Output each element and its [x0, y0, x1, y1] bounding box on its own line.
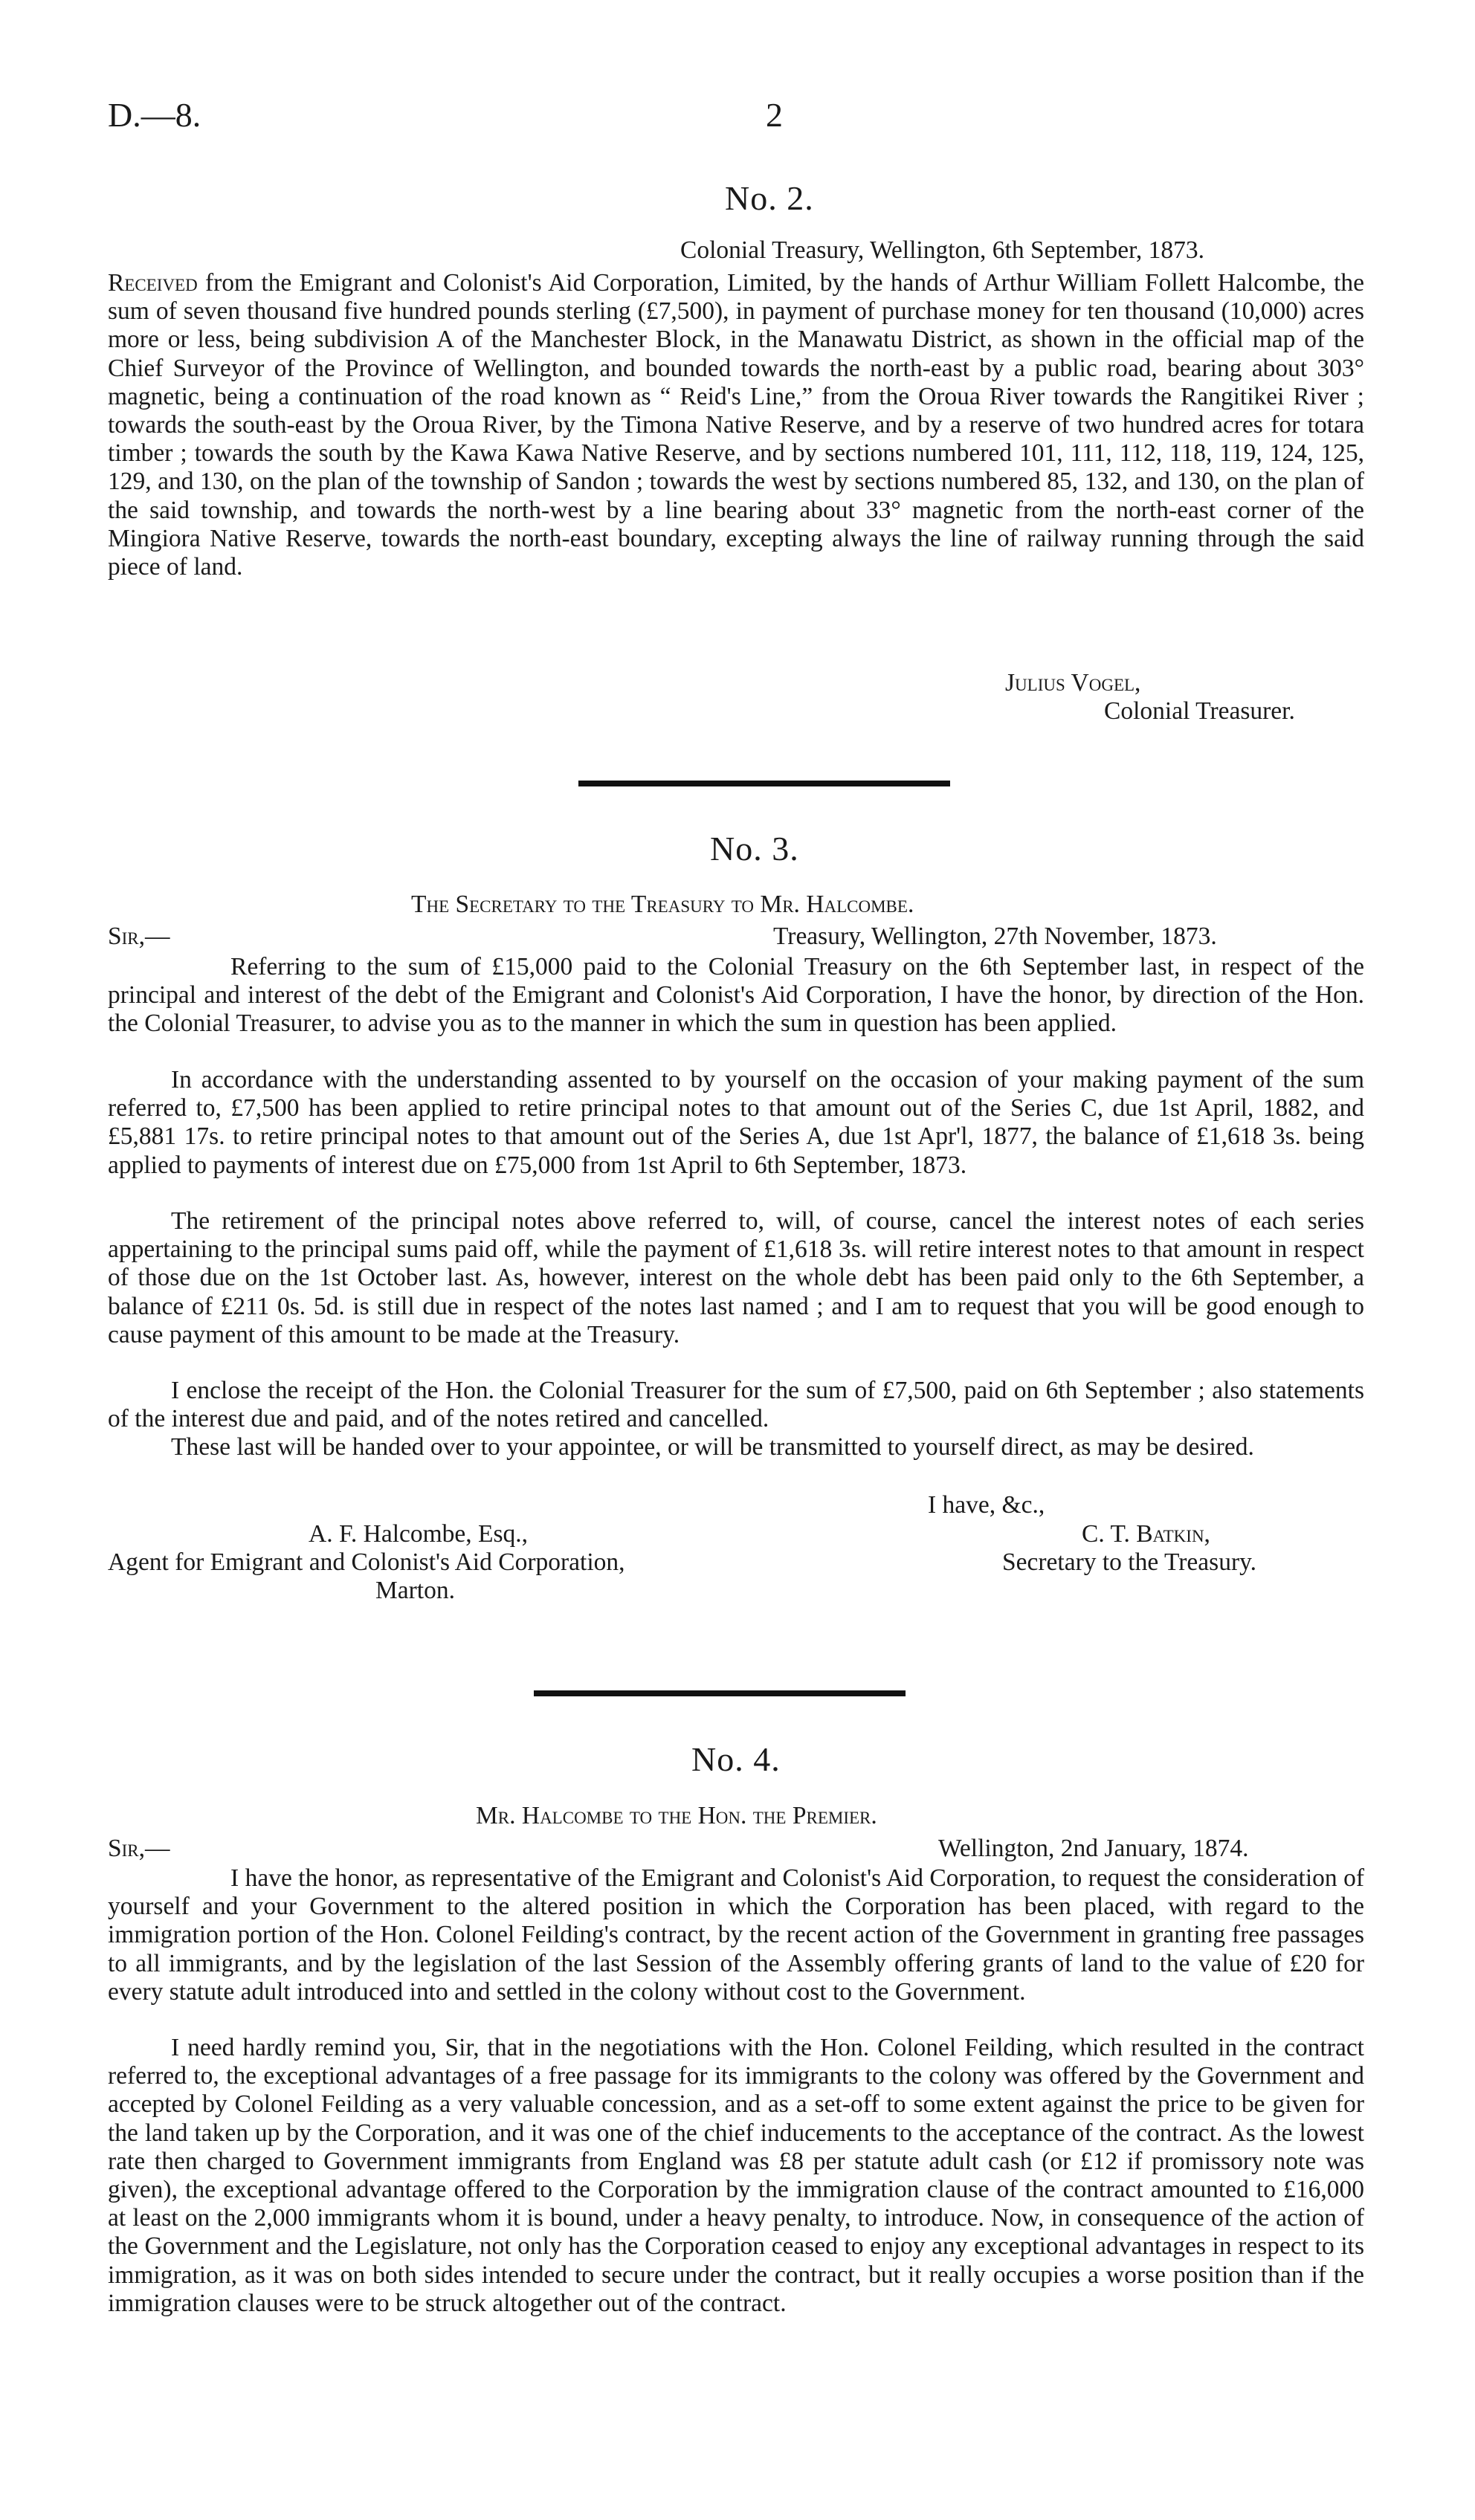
dateline-no2: Colonial Treasury, Wellington, 6th September, 1873.: [680, 236, 1205, 264]
subtitle-no4: Mr. Halcombe to the Hon. the Premier.: [476, 1802, 877, 1829]
dateline-no4: Wellington, 2nd January, 1874.: [938, 1835, 1249, 1862]
letter3-paragraph: Referring to the sum of £15,000 paid to the Colonial Treasury on the 6th September last, in respect of the principal and interest of the debt of the Emigrant and Colonist's Aid Corporation, I have the honor, by direction of the Hon. the Colonial Treasurer, to advise you as to the manner in which the sum in question has been applied.: [108, 953, 1364, 1038]
signatory-title-no2: Colonial Treasurer.: [1104, 697, 1295, 725]
document-reference: D.—8.: [108, 96, 201, 134]
receipt-body: [108, 269, 1364, 581]
signatory-title-no3: Secretary to the Treasury.: [1002, 1548, 1257, 1576]
signatory-no3: C. T. Batkin,: [1082, 1520, 1210, 1548]
letter3-paragraph: These last will be handed over to your appointee, or will be transmitted to yourself direct, as may be desired.: [171, 1433, 1254, 1461]
addressee-role: Agent for Emigrant and Colonist's Aid Corporation,: [108, 1548, 625, 1576]
letter3-paragraph: The retirement of the principal notes above referred to, will, of course, cancel the interest notes of each series appertaining to the principal sums paid off, while the payment of £1,618 3s. will retire interest notes to that amount in respect of those due on the 1st October last. As, however, interest on the whole debt has been paid only to the 6th September, a balance of £211 0s. 5d. is still due in respect of the notes last named ; and I am to request that you will be good enough to cause payment of this amount to be made at the Treasury.: [108, 1207, 1364, 1348]
letter3-paragraph: I enclose the receipt of the Hon. the Colonial Treasurer for the sum of £7,500, paid on 6th September ; also statements of the interest due and paid, and of the notes retired and cancelled.: [108, 1377, 1364, 1433]
page-number: 2: [766, 96, 783, 134]
letter4-paragraph: I need hardly remind you, Sir, that in the negotiations with the Hon. Colonel Feilding, which resulted in the contract referred to, the exceptional advantages of a free passage for its immigrants to the colony was offered by the Government and accepted by Colonel Feilding as a very valuable concession, and as a set-off to some extent against the price to be given for the land taken up by the Corporation, and it was one of the chief inducements to the acceptance of the contract. As the lowest rate then charged to Government immigrants from England was £8 per statute adult cash (or £12 if promissory note was given), the exceptional advantage offered to the Corporation by the immigration clause of the contract amounted to £16,000 at least on the 2,000 immigrants whom it is bound, under a heavy penalty, to introduce. Now, in consequence of the action of the Government and the Legislature, not only has the Corporation ceased to enjoy any exceptional advantages in respect to its immigration, as it was on both sides intended to secure under the contract, but it really occupies a worse position than if the immigration clauses were to be struck altogether out of the contract.: [108, 2034, 1364, 2317]
addressee-name: A. F. Halcombe, Esq.,: [309, 1520, 529, 1548]
closing-no3: I have, &c.,: [928, 1491, 1045, 1519]
receipt-text: from the Emigrant and Colonist's Aid Corporation, Limited, by the hands of Arthur William Follett Halcombe, the sum of seven thousand five hundred pounds sterling (£7,500), in payment of purchase money for ten thousand (10,000) acres more or less, being subdivision A of the Manchester Block, in the Manawatu District, as shown in the official map of the Chief Surveyor of the Province of Wellington, and bounded towards the north-east by a public road, bearing about 303° magnetic, being a continuation of the road known as “ Reid's Line,” from the Oroua River towards the Rangitikei River ; towards the south-east by the Oroua River, by the Timona Native Reserve, and by a reserve of two hundred acres for totara timber ; towards the south by the Kawa Kawa Native Reserve, and by sections numbered 101, 111, 112, 118, 119, 124, 125, 129, and 130, on the plan of the township of Sandon ; towards the west by sections numbered 85, 132, and 130, on the plan of the said township, and towards the north-west by a line bearing about 33° magnetic from the north-east corner of the Mingiora Native Reserve, towards the north-east boundary, excepting always the line of railway running through the said piece of land.: [108, 269, 1364, 581]
subtitle-no3: The Secretary to the Treasury to Mr. Halcombe.: [411, 891, 914, 918]
receipt-lead: Received: [108, 269, 198, 297]
section-title-no2: No. 2.: [725, 179, 814, 217]
letter4-paragraph: I have the honor, as representative of the Emigrant and Colonist's Aid Corporation, to request the consideration of yourself and your Government to the altered position in which the Corporation has been placed, with regard to the immigration portion of the Hon. Colonel Feilding's contract, by the recent action of the Government in granting free passages to all immigrants, and by the legislation of the last Session of the Assembly offering grants of land to the value of £20 for every statute adult introduced into and settled in the colony without cost to the Government.: [108, 1864, 1364, 2006]
section-divider: [534, 1690, 906, 1696]
section-divider: [578, 781, 950, 786]
letter3-paragraph: In accordance with the understanding assented to by yourself on the occasion of your making payment of the sum referred to, £7,500 has been applied to retire principal notes to that amount out of the Series C, due 1st April, 1882, and £5,881 17s. to retire principal notes to that amount out of the Series A, due 1st Apr'l, 1877, the balance of £1,618 3s. being applied to payments of interest due on £75,000 from 1st April to 6th September, 1873.: [108, 1066, 1364, 1179]
salutation-no4: Sir,—: [108, 1835, 170, 1862]
section-title-no4: No. 4.: [691, 1740, 781, 1778]
dateline-no3: Treasury, Wellington, 27th November, 1873.: [773, 923, 1217, 950]
signatory-no2: Julius Vogel,: [1005, 669, 1141, 697]
salutation-no3: Sir,—: [108, 923, 170, 950]
section-title-no3: No. 3.: [710, 830, 799, 868]
addressee-place: Marton.: [375, 1577, 455, 1604]
